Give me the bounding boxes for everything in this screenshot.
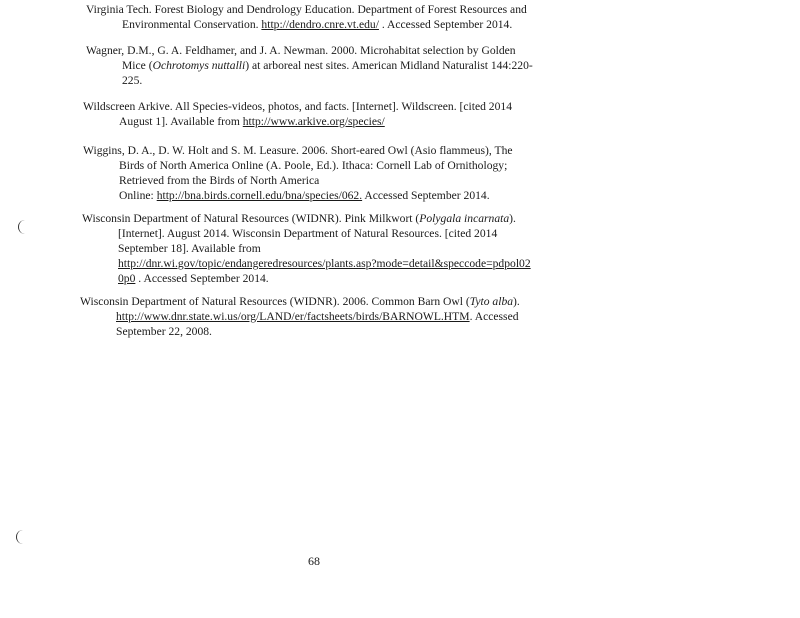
reference-wiggins <box>83 143 513 203</box>
reference-text: Environmental Conservation. <box>122 18 262 31</box>
reference-line: Wildscreen Arkive. All Species-videos, photos, and facts. [Internet]. Wildscreen. [cited 2014 <box>83 100 512 113</box>
reference-url[interactable]: http://dnr.wi.gov/topic/endangeredresources/plants.asp?mode=detail&speccode=pdpol02 <box>118 257 531 270</box>
reference-line <box>82 271 531 286</box>
reference-line: Wiggins, D. A., D. W. Holt and S. M. Leasure. 2006. Short-eared Owl (Asio flammeus), The <box>83 144 513 157</box>
species-name: Ochrotomys nuttalli <box>152 59 246 72</box>
reference-line <box>80 294 520 309</box>
reference-line <box>83 114 512 129</box>
reference-widnr-barn-owl <box>80 294 520 339</box>
reference-text: Mice ( <box>122 59 153 72</box>
reference-line <box>83 188 513 203</box>
page-number: 68 <box>308 554 320 568</box>
reference-line: September 22, 2008. <box>116 325 212 338</box>
reference-wildscreen-arkive <box>83 99 512 129</box>
reference-line <box>80 309 520 324</box>
reference-virginia-tech <box>86 2 527 32</box>
reference-line: 225. <box>122 74 143 87</box>
binding-hole-mark <box>16 530 25 544</box>
species-name: Tyto alba <box>469 295 514 308</box>
species-name: Polygala incarnata <box>419 212 510 225</box>
reference-line <box>86 58 533 73</box>
reference-url-continued[interactable]: 0p0 <box>118 272 136 285</box>
reference-text: Online: <box>119 189 157 202</box>
reference-line: Wagner, D.M., G. A. Feldhamer, and J. A. Newman. 2000. Microhabitat selection by Golden <box>86 44 516 57</box>
reference-url[interactable]: http://bna.birds.cornell.edu/bna/species/062. <box>156 189 363 202</box>
reference-widnr-pink-milkwort <box>82 211 531 286</box>
reference-url[interactable]: http://www.arkive.org/species/ <box>242 115 385 128</box>
reference-text: August 1]. Available from <box>119 115 243 128</box>
reference-text: Accessed September 2014. <box>362 189 490 202</box>
reference-wagner <box>86 43 533 88</box>
reference-line <box>86 17 527 32</box>
reference-url[interactable]: http://dendro.cnre.vt.edu/ <box>261 18 379 31</box>
reference-line: Virginia Tech. Forest Biology and Dendrology Education. Department of Forest Resources and <box>86 3 527 16</box>
reference-line: Retrieved from the Birds of North America <box>119 174 320 187</box>
reference-text: . Accessed September 2014. <box>378 18 513 31</box>
binding-hole-mark <box>18 220 27 234</box>
reference-text: ) at arboreal nest sites. American Midland Naturalist 144:220- <box>245 59 533 72</box>
reference-text: . Accessed September 2014. <box>135 272 269 285</box>
reference-line: September 18]. Available from <box>118 242 261 255</box>
reference-line: [Internet]. August 2014. Wisconsin Department of Natural Resources. [cited 2014 <box>118 227 498 240</box>
reference-url[interactable]: http://www.dnr.state.wi.us/org/LAND/er/factsheets/birds/BARNOWL.HTM <box>116 310 470 323</box>
reference-line <box>82 256 531 271</box>
reference-text: Wisconsin Department of Natural Resources (WIDNR). 2006. Common Barn Owl ( <box>80 295 470 308</box>
reference-text: ). <box>509 212 516 225</box>
reference-text: ). <box>513 295 520 308</box>
reference-text: . Accessed <box>469 310 519 323</box>
reference-line <box>82 211 531 226</box>
reference-text: Wisconsin Department of Natural Resources (WIDNR). Pink Milkwort ( <box>82 212 420 225</box>
reference-line: Birds of North America Online (A. Poole, Ed.). Ithaca: Cornell Lab of Ornithology; <box>119 159 508 172</box>
